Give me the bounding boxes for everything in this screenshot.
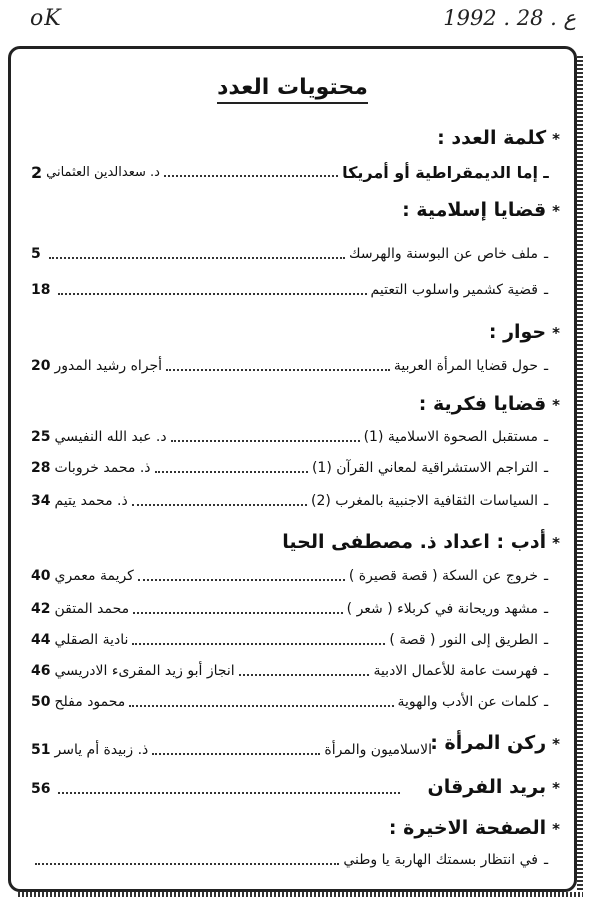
entry-author: نادية الصقلي: [54, 632, 129, 648]
handwritten-mark-left: oK: [30, 6, 62, 31]
entry-title: الاسلاميون والمرأة: [324, 742, 432, 758]
bullet-star: *: [552, 324, 560, 342]
entry-page-number: 25: [31, 429, 51, 445]
entry-author: أجراه رشيد المدور: [54, 358, 163, 374]
dotted-leader: [138, 579, 345, 581]
toc-entry: [31, 490, 554, 512]
entry-dash: ـ: [543, 246, 549, 262]
entry-dash: ـ: [543, 460, 549, 476]
section-heading-text: قضايا إسلامية :: [402, 199, 547, 221]
section-heading-text: الصفحة الاخيرة :: [388, 817, 547, 839]
entry-dash: ـ: [543, 694, 549, 710]
entry-title: ملف خاص عن البوسنة والهرسك: [349, 246, 538, 262]
entry-page-number: 56: [31, 781, 51, 797]
bullet-star: *: [552, 130, 560, 148]
toc-entry: [31, 279, 554, 301]
toc-entry: [31, 629, 554, 651]
toc-entry: [31, 849, 554, 871]
entry-title: في انتظار بسمتك الهاربة يا وطني: [343, 852, 538, 868]
entry-dash: ـ: [543, 282, 549, 298]
contents-frame: [8, 46, 577, 892]
bullet-star: *: [552, 820, 560, 838]
section-heading: [389, 817, 560, 839]
entry-page-number: 51: [31, 742, 51, 758]
toc-entry: [31, 598, 554, 620]
entry-author: ذ. زبيدة أم ياسر: [54, 742, 149, 758]
section-heading: [402, 199, 560, 221]
entry-author: د. عبد الله النفيسي: [54, 429, 167, 445]
section-heading-text: حوار :: [488, 321, 547, 343]
toc-entry: [31, 660, 554, 682]
entry-dash: ـ: [543, 663, 549, 679]
dotted-leader: [129, 705, 393, 707]
section-heading-text: بريد الفرقان: [427, 776, 547, 798]
dotted-leader: [164, 175, 338, 177]
section-heading: [489, 321, 560, 343]
entry-title: الطريق إلى النور ( قصة ): [389, 632, 538, 648]
dotted-leader: [171, 440, 360, 442]
entry-title: مستقبل الصحوة الاسلامية (1): [363, 429, 538, 445]
page-title-text: محتويات العدد: [217, 75, 368, 104]
toc-entry: [31, 355, 554, 377]
bullet-star: *: [552, 396, 560, 414]
section-heading-text: كلمة العدد :: [437, 127, 547, 149]
handwritten-mark-right: ع . 28 . 1992: [443, 6, 576, 30]
toc-entry: [31, 243, 554, 265]
entry-title: كلمات عن الأدب والهوية: [397, 694, 538, 710]
entry-title: حول قضايا المرأة العربية: [393, 358, 538, 374]
section-heading: [428, 776, 560, 798]
toc-entry: [31, 739, 432, 761]
entry-title: السياسات الثقافية الاجنبية بالمغرب (2): [310, 493, 538, 509]
entry-page-number: 50: [31, 694, 51, 710]
entry-dash: ـ: [543, 852, 549, 868]
entry-author: ذ. محمد يتيم: [54, 493, 128, 509]
section-heading-text: قضايا فكرية :: [418, 393, 547, 415]
entry-page-number: 40: [31, 568, 51, 584]
entry-dash: ـ: [543, 429, 549, 445]
dotted-leader: [132, 643, 385, 645]
entry-title: إما الديمقراطية أو أمريكا: [342, 162, 538, 182]
section-heading: [419, 393, 560, 415]
entry-dash: ـ: [543, 568, 549, 584]
dotted-leader: [58, 293, 366, 295]
entry-dash: ـ: [543, 601, 549, 617]
bullet-star: *: [552, 534, 560, 552]
bullet-star: *: [552, 202, 560, 220]
entry-page-number: 2: [31, 162, 43, 182]
frame-shadow-bottom: [18, 892, 583, 897]
dotted-leader: [35, 863, 339, 865]
entry-title: خروج عن السكة ( قصة قصيرة ): [348, 568, 538, 584]
dotted-leader: [133, 612, 343, 614]
section-heading-text: ركن المرأة :: [430, 732, 547, 754]
entry-page-number: 28: [31, 460, 51, 476]
dotted-leader: [166, 369, 390, 371]
entry-page-number: 46: [31, 663, 51, 679]
toc-entry: [31, 161, 554, 183]
dotted-leader: [155, 471, 308, 473]
dotted-leader: [152, 753, 320, 755]
section-heading: [430, 732, 560, 754]
entry-dash: ـ: [543, 632, 549, 648]
entry-page-number: 20: [31, 358, 51, 374]
frame-shadow-right: [577, 56, 583, 894]
toc-entry: [31, 457, 554, 479]
entry-title: التراجم الاستشراقية لمعاني القرآن (1): [311, 460, 538, 476]
entry-author: انجاز أبو زيد المقرىء الادريسي: [54, 663, 235, 679]
entry-author: ذ. محمد خروبات: [54, 460, 151, 476]
toc-entry: [31, 565, 554, 587]
entry-page-number: 5: [31, 246, 41, 262]
toc-entry: [31, 426, 554, 448]
bullet-star: *: [552, 735, 560, 753]
entry-page-number: 42: [31, 601, 51, 617]
entry-page-number: 44: [31, 632, 51, 648]
entry-title: مشهد وريحانة في كربلاء ( شعر ): [346, 601, 538, 617]
entry-page-number: 18: [31, 282, 51, 298]
entry-dash: ـ: [543, 493, 549, 509]
section-heading: [437, 127, 560, 149]
section-heading: [282, 531, 560, 553]
toc-entry: [31, 691, 554, 713]
entry-page-number: 34: [31, 493, 51, 509]
toc-entry: [31, 778, 404, 800]
entry-author: محمود مفلح: [54, 694, 126, 710]
entry-title: فهرست عامة للأعمال الادبية: [373, 663, 538, 679]
section-heading-text: أدب : اعداد ذ. مصطفى الحيا: [282, 531, 547, 553]
bullet-star: *: [552, 779, 560, 797]
entry-author: محمد المتقن: [54, 601, 130, 617]
entry-author: كريمة معمري: [54, 568, 134, 584]
page-title: [11, 75, 574, 100]
entry-dash: ـ: [543, 162, 549, 182]
dotted-leader: [58, 792, 400, 794]
entry-author: د. سعدالدين العثماني: [46, 164, 160, 180]
dotted-leader: [239, 674, 370, 676]
dotted-leader: [132, 504, 307, 506]
entry-dash: ـ: [543, 358, 549, 374]
contents-page: [11, 49, 574, 889]
dotted-leader: [49, 257, 345, 259]
entry-title: قضية كشمير واسلوب التعتيم: [370, 282, 538, 298]
